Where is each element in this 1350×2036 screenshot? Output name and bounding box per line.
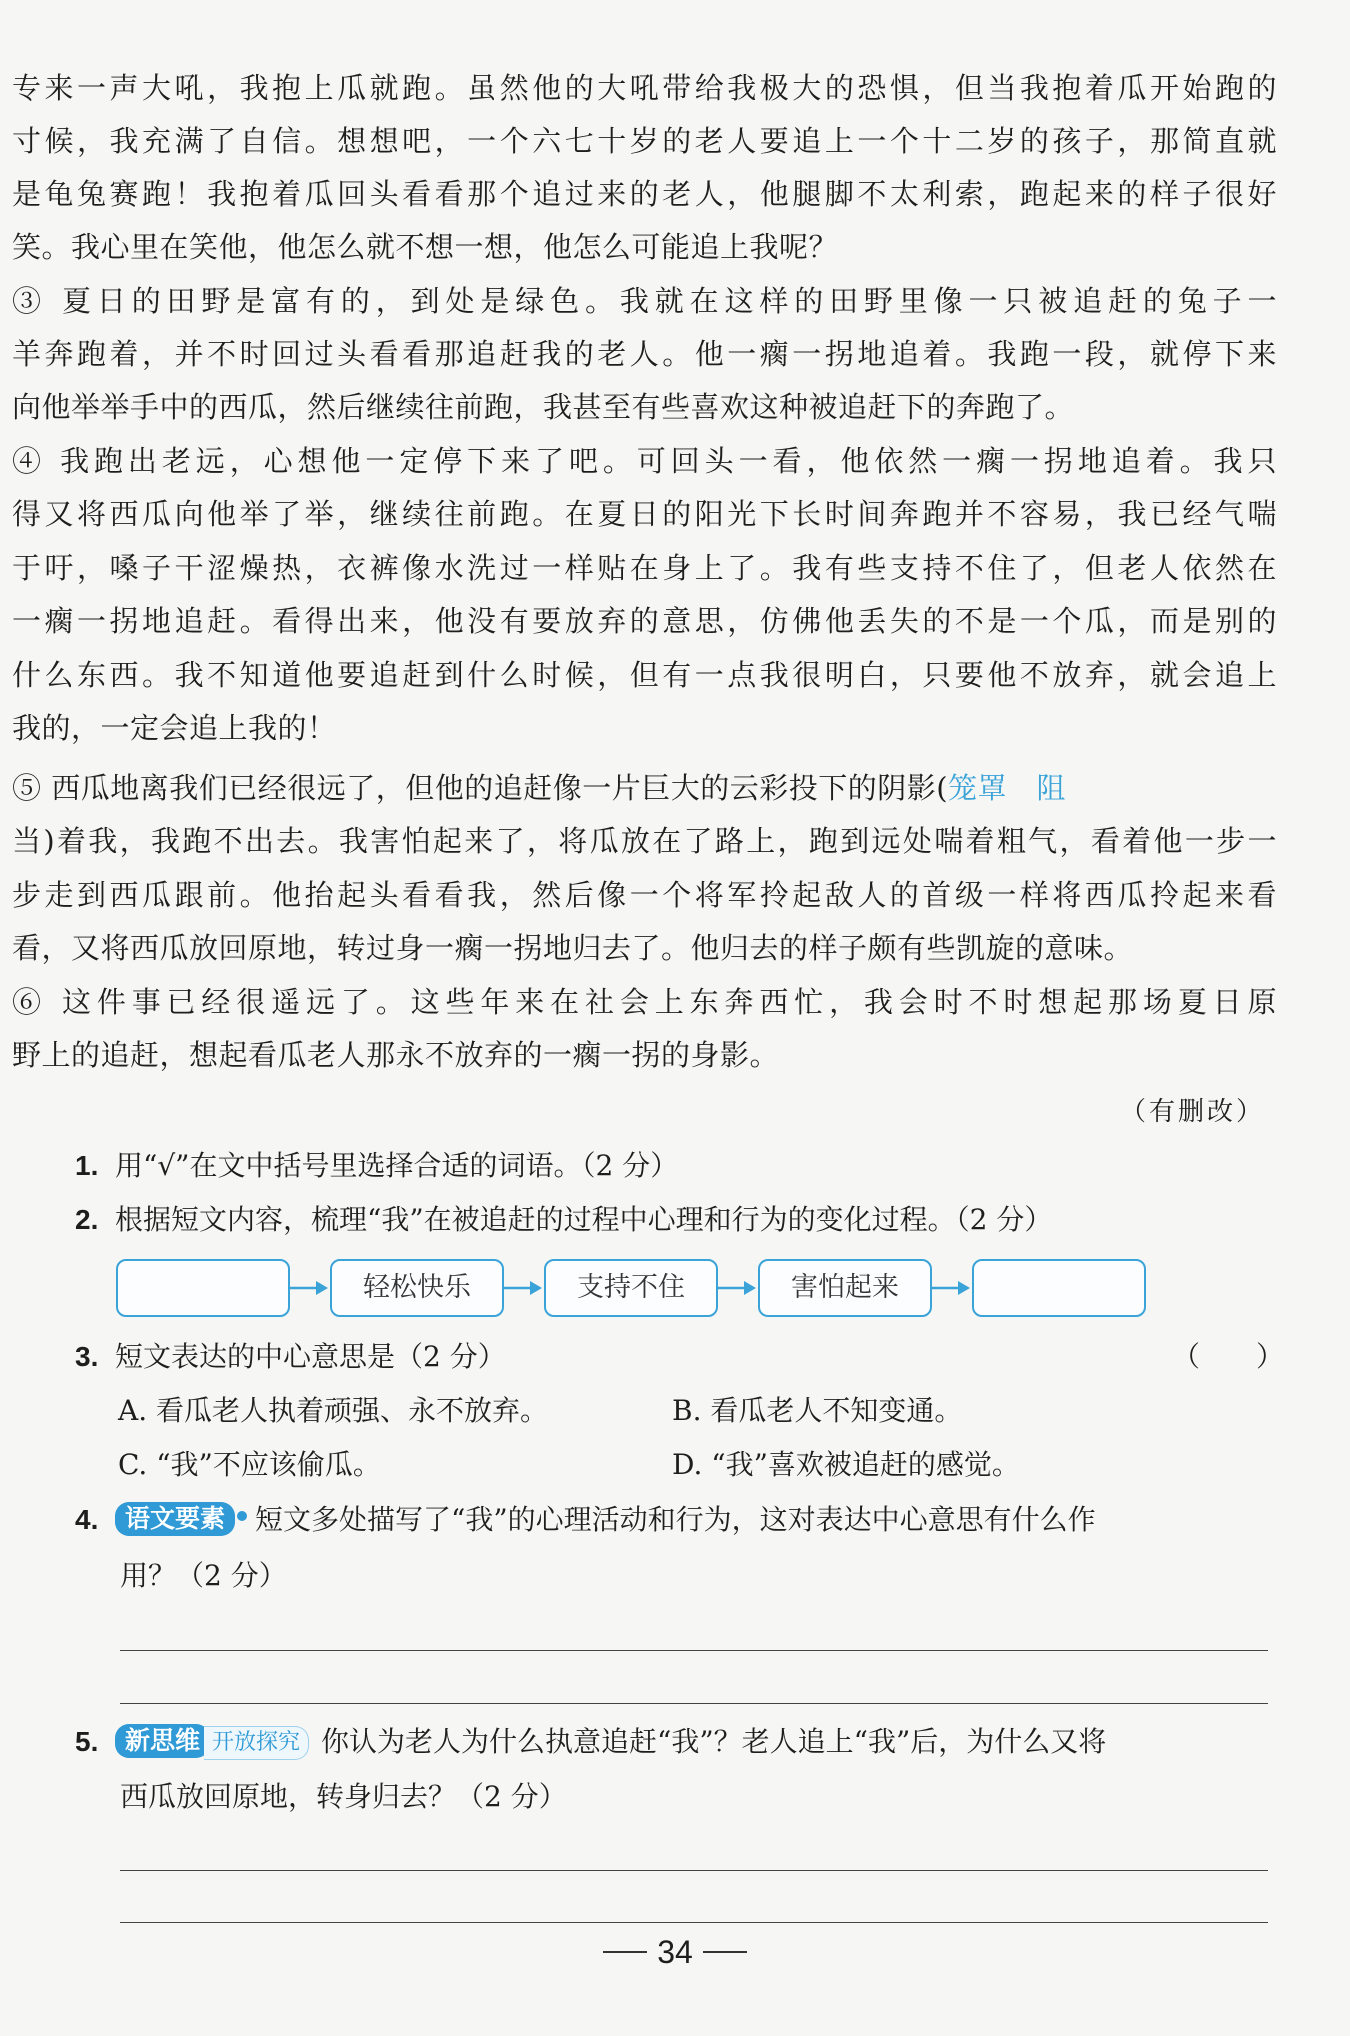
question-number: 1. [75, 1150, 99, 1181]
flow-box-blank-start[interactable] [116, 1259, 290, 1317]
question-text: 用“√”在文中括号里选择合适的词语。（2 分） [115, 1149, 679, 1182]
yuwen-element-tag: 语文要素 [115, 1502, 235, 1536]
question-text: 短文多处描写了“我”的心理活动和行为，这对表达中心意思有什么作 [255, 1503, 1096, 1536]
paragraph-3-start: ③ 夏日的田野是富有的，到处是绿色。我就在这样的田野里像一只被追赶的兔子一 [12, 284, 1277, 318]
question-text-continued: 西瓜放回原地，转身归去？（2 分） [120, 1780, 567, 1813]
option-d[interactable]: D. “我”喜欢被追赶的感觉。 [672, 1448, 1020, 1481]
passage-line: 专来一声大吼，我抱上瓜就跑。虽然他的大吼带给我极大的恐惧，但当我抱着瓜开始跑的 [12, 71, 1277, 105]
question-text: 你认为老人为什么执意追赶“我”？老人追上“我”后，为什么又将 [321, 1725, 1107, 1758]
question-number: 4. [75, 1504, 99, 1535]
arrow-right-icon [502, 1277, 542, 1299]
flow-chart [116, 1259, 1146, 1317]
source-note: （有删改） [1119, 1097, 1265, 1127]
flow-box-relaxed: 轻松快乐 [330, 1259, 504, 1317]
passage-line: 笑。我心里在笑他，他怎么就不想一想，他怎么可能追上我呢？ [12, 230, 839, 264]
passage-line: 于吁，嗓子干涩燥热，衣裤像水洗过一样贴在身上了。我有些支持不住了，但老人依然在 [12, 551, 1277, 585]
answer-parentheses[interactable]: （ ） [1172, 1340, 1285, 1373]
question-number: 3. [75, 1341, 99, 1372]
tag-dot-icon [237, 1511, 247, 1521]
question-number: 2. [75, 1204, 99, 1235]
answer-line[interactable] [120, 1922, 1268, 1923]
passage-line: 当)着我，我跑不出去。我害怕起来了，将瓜放在了路上，跑到远处喘着粗气，看着他一步一 [12, 824, 1277, 858]
arrow-right-icon [716, 1277, 756, 1299]
page-number-text: 34 [657, 1934, 693, 1970]
dash-right [703, 1951, 747, 1953]
question-5 [75, 1722, 1106, 1762]
paragraph-4-start: ④ 我跑出老远，心想他一定停下来了吧。可回头一看，他依然一瘸一拐地追着。我只 [12, 444, 1277, 478]
passage-line: 得又将西瓜向他举了举，继续往前跑。在夏日的阳光下长时间奔跑并不容易，我已经气喘 [12, 497, 1277, 531]
answer-line[interactable] [120, 1650, 1268, 1651]
passage-line: 寸候，我充满了自信。想想吧，一个六七十岁的老人要追上一个十二岁的孩子，那简直就 [12, 124, 1277, 158]
answer-line[interactable] [120, 1870, 1268, 1871]
question-number: 5. [75, 1726, 99, 1757]
question-text: 根据短文内容，梳理“我”在被追赶的过程中心理和行为的变化过程。（2 分） [115, 1203, 1053, 1236]
passage-text: ⑤ 西瓜地离我们已经很远了，但他的追赶像一片巨大的云彩投下的阴影( [12, 771, 949, 805]
question-text-continued: 用？（2 分） [120, 1559, 287, 1592]
dash-left [603, 1951, 647, 1953]
new-thinking-tag: 新思维 [115, 1724, 210, 1758]
question-text: 短文表达的中心意思是（2 分） [115, 1340, 506, 1373]
passage-line: 向他举举手中的西瓜，然后继续往前跑，我甚至有些喜欢这种被追赶下的奔跑了。 [12, 390, 1075, 424]
flow-box-blank-end[interactable] [972, 1259, 1146, 1317]
option-b[interactable]: B. 看瓜老人不知变通。 [672, 1394, 963, 1427]
word-choice-options[interactable]: 笼罩 阻 [948, 771, 1067, 805]
open-exploration-tag: 开放探究 [204, 1726, 309, 1760]
arrow-right-icon [288, 1277, 328, 1299]
option-a[interactable]: A. 看瓜老人执着顽强、永不放弃。 [118, 1394, 549, 1427]
passage-line: 我的，一定会追上我的！ [12, 711, 337, 745]
answer-line[interactable] [120, 1703, 1268, 1704]
arrow-right-icon [930, 1277, 970, 1299]
passage-line: 看，又将西瓜放回原地，转过身一瘸一拐地归去了。他归去的样子颇有些凯旋的意味。 [12, 931, 1134, 965]
passage-line: 一瘸一拐地追赶。看得出来，他没有要放弃的意思，仿佛他丢失的不是一个瓜，而是别的 [12, 604, 1277, 638]
question-1 [75, 1146, 678, 1186]
passage-line: 野上的追赶，想起看瓜老人那永不放弃的一瘸一拐的身影。 [12, 1038, 780, 1072]
passage-line: 羊奔跑着，并不时回过头看看那追赶我的老人。他一瘸一拐地追着。我跑一段，就停下来 [12, 337, 1277, 371]
passage-line: 什么东西。我不知道他要追赶到什么时候，但有一点我很明白，只要他不放弃，就会追上 [12, 658, 1277, 692]
question-4 [75, 1500, 1096, 1540]
question-3 [75, 1337, 506, 1377]
paragraph-5-start [12, 768, 1277, 808]
flow-box-afraid: 害怕起来 [758, 1259, 932, 1317]
page-number [0, 1932, 1350, 1972]
option-c[interactable]: C. “我”不应该偷瓜。 [118, 1448, 381, 1481]
question-2 [75, 1200, 1052, 1240]
passage-line: 是龟兔赛跑！我抱着瓜回头看看那个追过来的老人，他腿脚不太利索，跑起来的样子很好 [12, 177, 1277, 211]
flow-box-exhausted: 支持不住 [544, 1259, 718, 1317]
passage-line: 步走到西瓜跟前。他抬起头看看我，然后像一个将军拎起敌人的首级一样将西瓜拎起来看 [12, 878, 1277, 912]
paragraph-6-start: ⑥ 这件事已经很遥远了。这些年来在社会上东奔西忙，我会时不时想起那场夏日原 [12, 985, 1277, 1019]
